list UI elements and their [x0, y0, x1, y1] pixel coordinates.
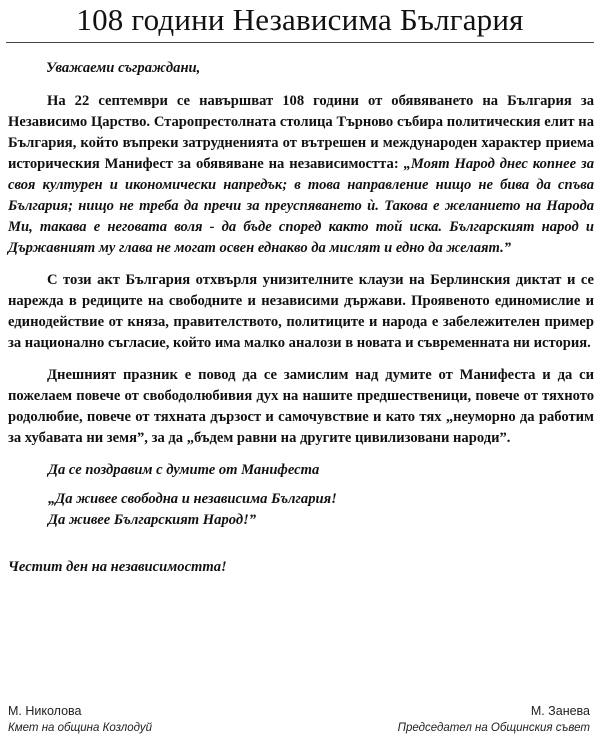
signature-left-name: М. Николова: [8, 704, 82, 718]
manifesto-quote: „Моят Народ днес копнее за своя културен и икономически напредък; в това направление нищо не бива да спъва България; нищо не требa да пречи за преуспяването ѝ. Такова е желанието на Народа Ми, такава е неговата воля - да бъде според както той иска. Българският народ и Държавният му глава не могат освен еднакво да мислят и едно да желаят.”: [8, 156, 594, 256]
closing-intro: Да се поздравим с думите от Манифеста: [48, 462, 320, 478]
paragraph-2: С този акт България отхвърля унизителните клаузи на Берлинския диктат и се нарежда в редиците на свободните и независими държави. Проявеното единомислие и единодействие от княза, правителството, политиците и народа е забележителен пример за национално съгласие, който има малко аналози в новата и съвременната ни история.: [8, 272, 594, 351]
closing-quote-line-2: Да живее Българският Народ!”: [48, 512, 257, 528]
letter-body: [8, 58, 594, 578]
signature-left: [8, 703, 152, 737]
closing-quote-line-1: „Да живее свободна и независима България!: [48, 491, 337, 507]
paragraph-1: [8, 91, 594, 259]
signature-right: [398, 703, 590, 737]
salutation: Уважаеми съграждани,: [46, 60, 201, 76]
paragraph-3: Днешният празник е повод да се замислим над думите от Манифеста и да си пожелаем повече от свободолюбивия дух на нашите предшественици, повече от тяхното родолюбие, повече от тяхната дързост и самочувствие и като тях „неуморно да работим за хубавата ни земя”, за да „бъдем равни на другите цивилизовани народи”.: [8, 367, 594, 446]
title-divider: [6, 42, 594, 43]
holiday-greeting: Честит ден на независимостта!: [8, 559, 227, 575]
page-title: 108 години Независима България: [76, 2, 524, 37]
signature-left-role: Кмет на община Козлодуй: [8, 722, 152, 734]
signature-right-name: М. Занева: [530, 704, 590, 718]
paragraph-1-text: На 22 септември се навършват 108 години от обявяването на България за Независимо Царство. Старопрестолната столица Търново събира политическия елит на България, който въпреки затрудненията от вътрешен и международен характер приема историческия Манифест за обявяване на независимостта:: [8, 93, 594, 172]
signature-right-role: Председател на Общинския съвет: [397, 722, 590, 734]
